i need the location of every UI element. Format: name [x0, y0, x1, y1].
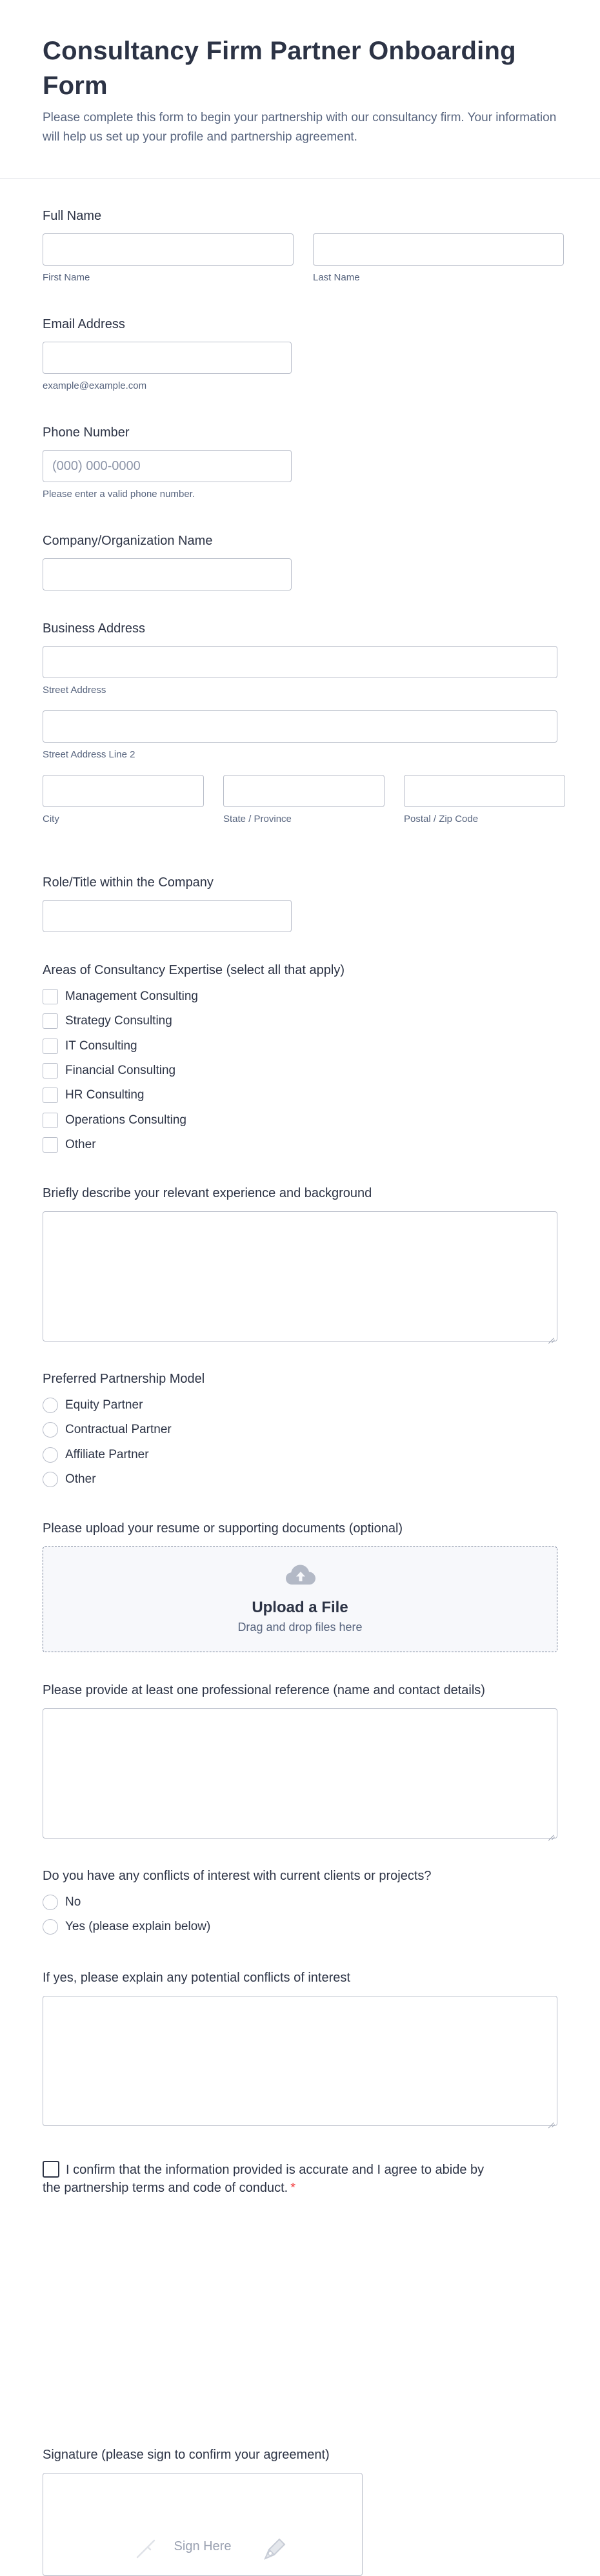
radio-button[interactable]	[43, 1919, 58, 1935]
option-label: Other	[65, 1137, 96, 1151]
conflicts-explain-field	[43, 1970, 557, 2126]
cloud-upload-icon	[285, 1563, 317, 1586]
partnership-option[interactable]	[43, 1467, 205, 1492]
partnership-option[interactable]	[43, 1393, 205, 1418]
option-label: Yes (please explain below)	[65, 1920, 211, 1934]
form-subtitle: Please complete this form to begin your partnership with our consultancy firm. Your information will help us set up your profile and partnership agreement.	[43, 111, 557, 144]
email-label: Email Address	[43, 317, 125, 331]
conflicts-options	[43, 1890, 432, 1940]
company-field	[43, 533, 292, 590]
checkbox[interactable]	[43, 1013, 58, 1029]
full-name-label: Full Name	[43, 209, 102, 223]
zip-sublabel: Postal / Zip Code	[404, 814, 479, 825]
experience-label: Briefly describe your relevant experience and background	[43, 1186, 372, 1200]
partnership-options	[43, 1393, 205, 1492]
expertise-field	[43, 962, 345, 1157]
reference-textarea[interactable]	[43, 1708, 557, 1839]
conflicts-field	[43, 1868, 432, 1940]
radio-button[interactable]	[43, 1895, 58, 1910]
option-label: Operations Consulting	[65, 1113, 186, 1127]
phone-input[interactable]: (000) 000-0000	[43, 450, 292, 482]
first-name-sublabel: First Name	[43, 272, 90, 283]
expertise-label: Areas of Consultancy Expertise (select all that apply)	[43, 963, 345, 977]
conflicts-explain-label: If yes, please explain any potential conflicts of interest	[43, 1971, 350, 1985]
option-label: HR Consulting	[65, 1088, 145, 1102]
option-label: IT Consulting	[65, 1039, 137, 1053]
confirm-field	[43, 2161, 494, 2197]
partnership-option[interactable]	[43, 1443, 205, 1467]
checkbox[interactable]	[43, 989, 58, 1004]
expertise-option[interactable]	[43, 984, 345, 1009]
partnership-model-field	[43, 1371, 205, 1492]
role-input[interactable]	[43, 900, 292, 932]
address-label: Business Address	[43, 621, 145, 636]
resize-handle-icon[interactable]	[548, 2116, 554, 2123]
reference-field	[43, 1683, 557, 1839]
radio-button[interactable]	[43, 1422, 58, 1438]
signature-placeholder: Sign Here	[174, 2539, 232, 2553]
email-input[interactable]	[43, 342, 292, 374]
street-address-sublabel: Street Address	[43, 685, 106, 696]
conflicts-label: Do you have any conflicts of interest with current clients or projects?	[43, 1869, 432, 1883]
expertise-option[interactable]	[43, 1009, 345, 1033]
option-label: Management Consulting	[65, 990, 198, 1004]
option-label: Contractual Partner	[65, 1423, 172, 1437]
expertise-option[interactable]	[43, 1059, 345, 1083]
city-sublabel: City	[43, 814, 59, 825]
phone-field	[43, 425, 292, 500]
last-name-input[interactable]	[313, 233, 564, 266]
first-name-input[interactable]	[43, 233, 294, 266]
form-title: Consultancy Firm Partner Onboarding Form	[43, 37, 516, 100]
option-label: Strategy Consulting	[65, 1014, 172, 1028]
expertise-option[interactable]	[43, 1083, 345, 1107]
resize-handle-icon[interactable]	[548, 1332, 554, 1338]
confirm-text: I confirm that the information provided is accurate and I agree to abide by the partnership terms and code of conduct.	[43, 2163, 485, 2195]
upload-label: Please upload your resume or supporting documents (optional)	[43, 1521, 403, 1536]
checkbox[interactable]	[43, 1063, 58, 1078]
phone-label: Phone Number	[43, 425, 130, 440]
radio-button[interactable]	[43, 1447, 58, 1463]
experience-field	[43, 1186, 557, 1342]
street-address-line2-sublabel: Street Address Line 2	[43, 749, 135, 760]
partnership-label: Preferred Partnership Model	[43, 1372, 205, 1386]
file-upload-dropzone[interactable]	[43, 1547, 557, 1652]
required-asterisk: *	[290, 2181, 296, 2195]
resize-handle-icon[interactable]	[548, 1829, 554, 1835]
last-name-sublabel: Last Name	[313, 272, 360, 283]
email-sublabel: example@example.com	[43, 380, 147, 391]
signature-pad[interactable]	[43, 2473, 363, 2576]
signature-field	[43, 2447, 363, 2576]
conflicts-explain-textarea[interactable]	[43, 1996, 557, 2126]
company-input[interactable]	[43, 558, 292, 590]
full-name-field	[43, 208, 564, 284]
role-field	[43, 875, 292, 932]
phone-sublabel: Please enter a valid phone number.	[43, 489, 195, 500]
signature-label: Signature (please sign to confirm your agreement)	[43, 2448, 330, 2462]
expertise-options	[43, 984, 345, 1157]
email-field	[43, 317, 292, 392]
checkbox[interactable]	[43, 1039, 58, 1054]
upload-field	[43, 1521, 557, 1652]
option-label: No	[65, 1895, 81, 1909]
upload-title: Upload a File	[252, 1599, 348, 1616]
checkbox[interactable]	[43, 1088, 58, 1103]
expertise-option[interactable]	[43, 1034, 345, 1059]
option-label: Equity Partner	[65, 1398, 143, 1412]
reference-label: Please provide at least one professional reference (name and contact details)	[43, 1683, 485, 1697]
partnership-option[interactable]	[43, 1418, 205, 1442]
upload-hint: Drag and drop files here	[237, 1621, 363, 1634]
option-label: Affiliate Partner	[65, 1447, 149, 1461]
checkbox[interactable]	[43, 1137, 58, 1153]
role-label: Role/Title within the Company	[43, 875, 214, 890]
confirm-checkbox[interactable]	[43, 2161, 59, 2178]
company-label: Company/Organization Name	[43, 534, 213, 548]
street-address-line2-input[interactable]	[43, 710, 557, 743]
option-label: Other	[65, 1472, 96, 1487]
city-input[interactable]	[43, 775, 204, 807]
form-header	[0, 0, 600, 179]
zip-input[interactable]	[404, 775, 565, 807]
conflicts-option[interactable]	[43, 1890, 432, 1915]
experience-textarea[interactable]	[43, 1211, 557, 1342]
option-label: Financial Consulting	[65, 1064, 176, 1078]
confirm-checkbox-label[interactable]	[43, 2161, 494, 2197]
state-sublabel: State / Province	[223, 814, 292, 825]
street-address-input[interactable]	[43, 646, 557, 678]
business-address-field	[43, 621, 565, 825]
radio-button[interactable]	[43, 1398, 58, 1413]
expertise-option[interactable]	[43, 1107, 345, 1132]
conflicts-option[interactable]	[43, 1915, 432, 1939]
state-input[interactable]	[223, 775, 385, 807]
expertise-option[interactable]	[43, 1133, 345, 1157]
pen-icon	[260, 2535, 288, 2564]
radio-button[interactable]	[43, 1472, 58, 1487]
checkbox[interactable]	[43, 1113, 58, 1128]
